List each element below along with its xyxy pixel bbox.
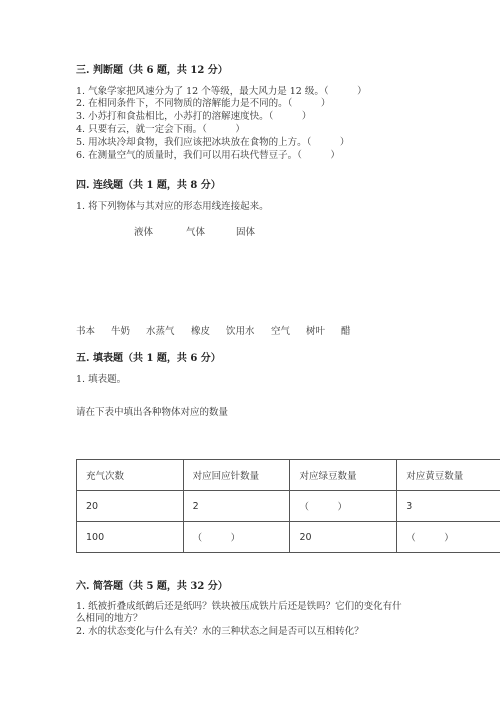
table-cell: 100	[77, 522, 184, 553]
table-cell: 2	[183, 491, 290, 522]
section-3-title: 三. 判断题（共 6 题，共 12 分）	[76, 65, 228, 76]
object-air: 空气	[271, 326, 291, 337]
short-answer-item-1-cont: 么相同的地方？	[76, 613, 143, 624]
object-steam: 水蒸气	[146, 326, 175, 337]
short-answer-item-1: 1. 纸被折叠成纸鹤后还是纸吗？铁块被压成铁片后还是铁吗？它们的变化有什	[76, 601, 402, 612]
state-liquid: 液体	[134, 227, 154, 238]
fill-in-table	[76, 459, 500, 553]
state-gas: 气体	[186, 227, 206, 238]
object-book: 书本	[76, 326, 96, 337]
answer-blank-cell[interactable]: （ ）	[290, 491, 397, 522]
table-cell: 20	[77, 491, 184, 522]
judgement-item-1: 1. 气象学家把风速分为了 12 个等级，最大风力是 12 级。（ ）	[76, 86, 367, 97]
header-cell: 对应回应针数量	[183, 460, 290, 491]
object-leaf: 树叶	[306, 326, 326, 337]
judgement-item-5: 5. 用冰块冷却食物，我们应该把冰块放在食物的上方。（ ）	[76, 137, 350, 148]
table-instruction: 请在下表中填出各种物体对应的数量	[76, 407, 229, 418]
object-eraser: 橡皮	[191, 326, 211, 337]
judgement-item-2: 2. 在相同条件下，不同物质的溶解能力是不同的。（ ）	[76, 98, 331, 109]
judgement-item-3: 3. 小苏打和食盐相比，小苏打的溶解速度快。（ ）	[76, 111, 312, 122]
answer-blank-cell[interactable]: （ ）	[183, 522, 290, 553]
judgement-item-6: 6. 在测量空气的质量时，我们可以用石块代替豆子。（ ）	[76, 150, 340, 161]
section-5-title: 五. 填表题（共 1 题，共 6 分）	[76, 353, 221, 364]
judgement-item-4: 4. 只要有云，就一定会下雨。（ ）	[76, 124, 245, 135]
table-question: 1. 填表题。	[76, 374, 127, 385]
header-cell: 充气次数	[77, 460, 184, 491]
short-answer-item-2: 2. 水的状态变化与什么有关？水的三种状态之间是否可以互相转化？	[76, 626, 364, 637]
state-solid: 固体	[236, 227, 256, 238]
object-drinking-water: 饮用水	[226, 326, 255, 337]
table-header-row	[77, 460, 500, 491]
table-row	[77, 522, 500, 553]
matching-question: 1. 将下列物体与其对应的形态用线连接起来。	[76, 201, 269, 212]
header-cell: 对应黄豆数量	[397, 460, 500, 491]
header-cell: 对应绿豆数量	[290, 460, 397, 491]
section-6-title: 六. 简答题（共 5 题，共 32 分）	[76, 581, 228, 592]
object-vinegar: 醋	[341, 326, 351, 337]
object-milk: 牛奶	[111, 326, 131, 337]
table-cell: 20	[290, 522, 397, 553]
table-cell: 3	[397, 491, 500, 522]
section-4-title: 四. 连线题（共 1 题，共 8 分）	[76, 180, 221, 191]
answer-blank-cell[interactable]: （ ）	[397, 522, 500, 553]
table-row	[77, 491, 500, 522]
